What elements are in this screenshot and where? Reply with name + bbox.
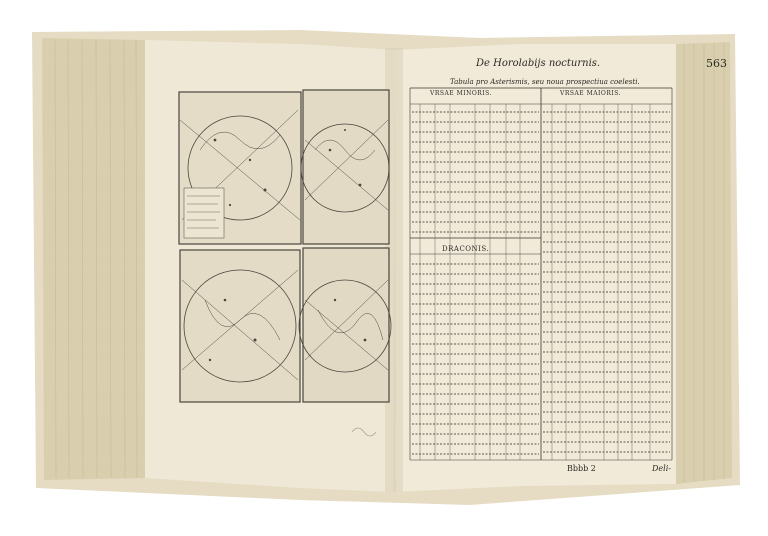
- column-heading-ursa-major: VRSAE MAIORIS.: [560, 90, 622, 97]
- catchword: Deli-: [652, 464, 671, 473]
- section-heading-draco: DRACONIS.: [442, 245, 490, 253]
- running-head: De Horolabijs nocturnis.: [476, 58, 601, 69]
- table-caption: Tabula pro Asterismis, seu noua prospectiua coelesti.: [450, 78, 640, 86]
- map-panel-4: [303, 248, 389, 402]
- signature-mark: Bbbb 2: [567, 464, 596, 473]
- right-page: [395, 44, 676, 492]
- column-heading-ursa-minor: VRSAE MINORIS.: [430, 90, 492, 97]
- map-panel-2: [303, 90, 389, 244]
- left-page-edges: [42, 38, 145, 480]
- page-number: 563: [706, 57, 727, 70]
- map-panel-3: [180, 250, 300, 402]
